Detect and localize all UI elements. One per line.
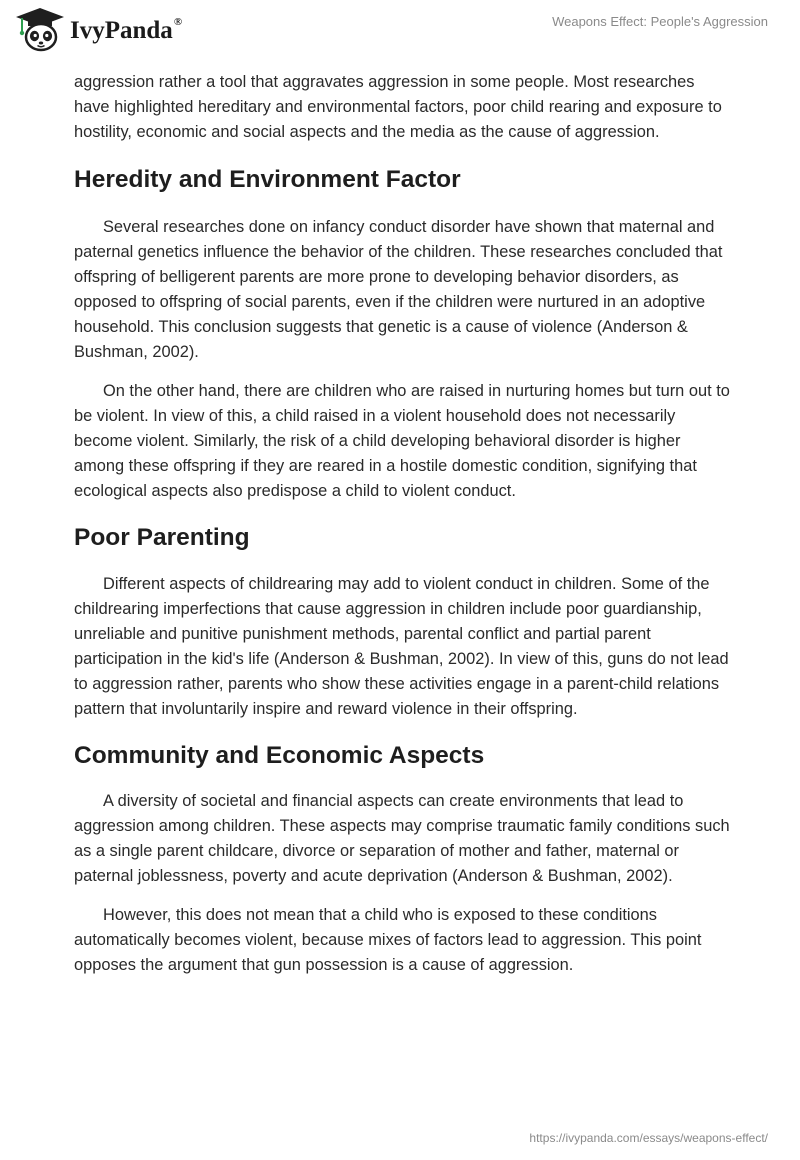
registered-mark: ® xyxy=(173,15,183,28)
intro-paragraph: aggression rather a tool that aggravates aggression in some people. Most researches have highlighted hereditary and environmental factors, poor child rearing and exposure to hostility, economic and social aspects and the media as the cause of aggression. xyxy=(74,73,722,141)
source-url[interactable]: https://ivypanda.com/essays/weapons-effect/ xyxy=(529,1131,768,1145)
paragraph: However, this does not mean that a child who is exposed to these conditions automatically becomes violent, because mixes of factors lead to aggression. This point opposes the argument that gun possession is a cause of aggression. xyxy=(74,906,702,974)
essay-body xyxy=(74,70,730,992)
brand-name: IvyPanda® xyxy=(70,15,183,44)
paragraph: On the other hand, there are children who are raised in nurturing homes but turn out to be violent. In view of this, a child raised in a violent household does not necessarily become violent. Similarly, the risk of a child developing behavioral disorder is higher among these offspring if they are reared in a hostile domestic condition, signifying that ecological aspects also predispose a child to violent conduct. xyxy=(74,382,730,500)
panda-graduate-icon xyxy=(14,6,66,52)
section-heading-poor-parenting: Poor Parenting xyxy=(74,524,250,551)
page-header xyxy=(0,0,800,64)
paragraph: Different aspects of childrearing may add to violent conduct in children. Some of the childrearing imperfections that cause aggression in children include poor guardianship, unreliable and punitive punishment methods, parental conflict and partial parent participation in the kid's life (Anderson & Bushman, 2002). In view of this, guns do not lead to aggression rather, parents who show these activities engage in a parent-child relations pattern that involuntarily inspire and reward violence in their offspring. xyxy=(74,575,729,718)
paragraph: Several researches done on infancy conduct disorder have shown that maternal and paternal genetics influence the behavior of the children. These researches concluded that offspring of belligerent parents are more prone to developing behavior disorders, as opposed to offspring of social parents, even if the children were nurtured in an adoptive household. This conclusion suggests that genetic is a cause of violence (Anderson & Bushman, 2002). xyxy=(74,218,723,361)
section-heading-community-economic: Community and Economic Aspects xyxy=(74,742,485,769)
paragraph: A diversity of societal and financial aspects can create environments that lead to aggression among children. These aspects may comprise traumatic family conditions such as a single parent childcare, divorce or separation of mother and father, maternal or paternal joblessness, poverty and acute deprivation (Anderson & Bushman, 2002). xyxy=(74,792,730,885)
section-heading-heredity: Heredity and Environment Factor xyxy=(74,166,461,193)
ivypanda-logo[interactable] xyxy=(14,6,182,52)
document-title: Weapons Effect: People's Aggression xyxy=(552,14,768,29)
